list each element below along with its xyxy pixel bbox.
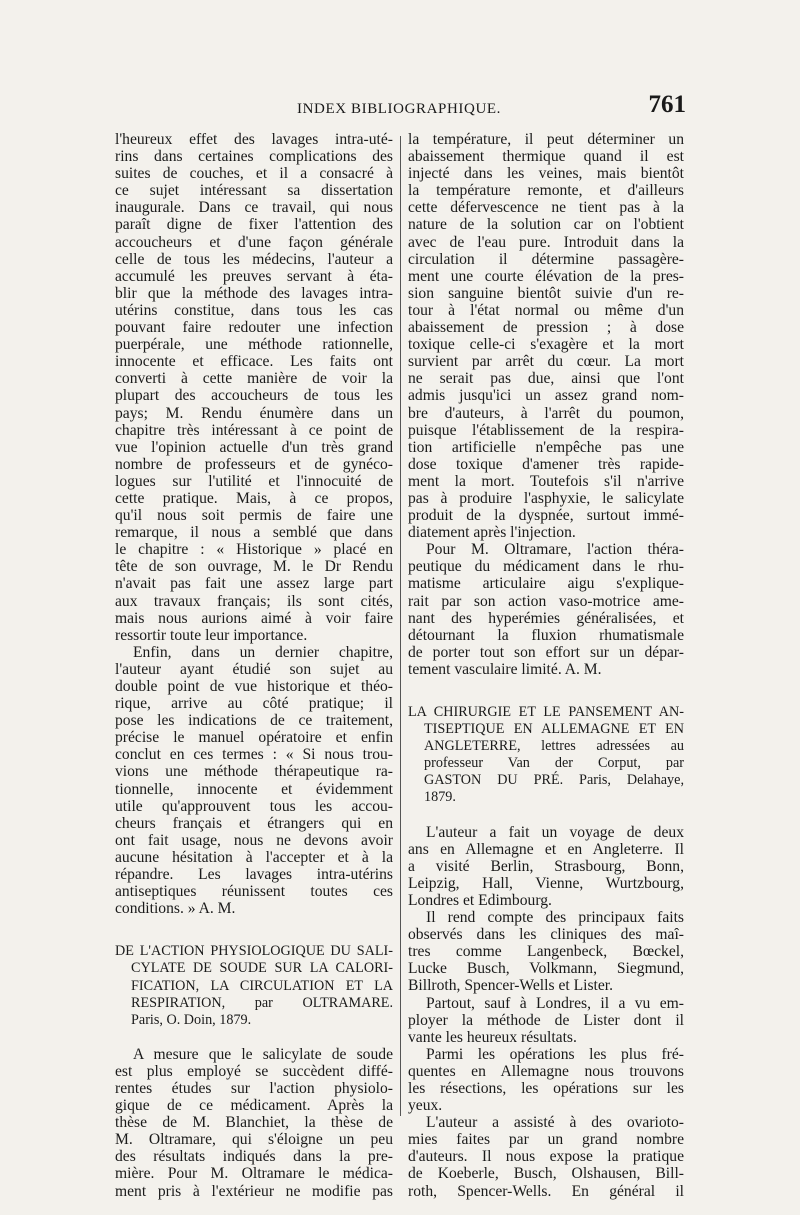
text-line: professeur Van der Corput, par <box>424 755 684 772</box>
column-divider <box>400 136 401 1116</box>
text-line: rentes études sur l'action physiolo- <box>115 1079 393 1097</box>
text-line: bre d'auteurs, à l'arrêt du poumon, <box>408 404 684 422</box>
text-line: tour à l'état normal ou même d'un <box>408 301 684 319</box>
text-line: CYLATE DE SOUDE SUR LA CALORI- <box>131 960 393 977</box>
text-line: Il rend compte des principaux faits <box>426 909 684 927</box>
text-line: FICATION, LA CIRCULATION ET LA <box>131 977 393 994</box>
text-line: n'avait pas fait une assez large part <box>115 575 393 593</box>
text-line: Paris, O. Doin, 1879. <box>131 1011 252 1028</box>
text-line: roth, Spencer-Wells. En général il <box>408 1182 684 1200</box>
text-line: circulation il détermine passagère- <box>408 250 684 268</box>
text-line: L'auteur a assisté à des ovarioto- <box>426 1114 684 1132</box>
text-line: celle de tous les médecins, l'auteur a <box>115 250 393 268</box>
text-line: remarque, il nous a semblé que dans <box>115 524 393 542</box>
text-line: observés dans les cliniques des maî- <box>408 926 684 944</box>
text-line: logues sur l'utilité et l'innocuité de <box>115 472 393 490</box>
text-line: aux travaux français; ils sont cités, <box>115 592 393 610</box>
text-line: suites de couches, et il a consacré à <box>115 165 393 183</box>
paragraph <box>408 541 684 678</box>
text-line: rins dans certaines complications des <box>115 148 393 166</box>
text-line: conclut en ces termes : « Si nous trou- <box>115 746 393 764</box>
text-line: RESPIRATION, par OLTRAMARE. <box>131 994 393 1011</box>
text-line: M. Oltramare, qui s'éloigne un peu <box>115 1131 393 1149</box>
running-header: INDEX BIBLIOGRAPHIQUE. <box>296 101 502 117</box>
bibliographic-entry-title <box>408 704 684 807</box>
text-line: abaissement thermique quand il est <box>408 148 684 166</box>
text-line: de porter tout son effort sur un dépar- <box>408 643 684 661</box>
text-line: inaugurale. Dans ce travail, qui nous <box>115 199 393 217</box>
text-line: ont fait usage, nous ne devons avoir <box>115 831 393 849</box>
text-line: LA CHIRURGIE ET LE PANSEMENT AN- <box>408 704 684 720</box>
text-line: aucune hésitation à l'accepter et à la <box>115 848 393 866</box>
text-line: ressortir toute leur importance. <box>115 626 308 644</box>
text-line: nature de la solution car on l'obtient <box>408 216 684 234</box>
text-line: injecté dans les veines, mais bientôt <box>408 165 684 183</box>
text-line: utérins constitue, dans tous les cas <box>115 301 393 319</box>
text-line: Pour M. Oltramare, l'action théra- <box>426 541 684 559</box>
paragraph <box>115 131 393 644</box>
text-line: qu'il nous soit permis de faire une <box>115 507 393 525</box>
text-line: vante les heureux résultats. <box>408 1028 577 1046</box>
text-line: tion artificielle n'empêche pas une <box>408 438 684 456</box>
text-line: les résections, les opérations sur les <box>408 1079 684 1097</box>
text-line: accumulé les preuves servant à éta- <box>115 267 393 285</box>
text-line: Partout, sauf à Londres, il a vu em- <box>426 994 684 1012</box>
text-line: la température remonte, et d'ailleurs <box>408 182 684 200</box>
text-line: blir que la méthode des lavages intra- <box>115 284 393 302</box>
text-line: tres comme Langenbeck, Bœckel, <box>408 943 684 961</box>
text-line: ment la mort. Toutefois s'il n'arrive <box>408 472 684 490</box>
spacer <box>408 678 684 704</box>
text-line: peutique du médicament dans le rhu- <box>408 558 684 576</box>
text-line: double point de vue historique et théo- <box>115 678 393 695</box>
text-line: sion sanguine bientôt suivie d'un re- <box>408 284 684 302</box>
text-line: pas à produire l'asphyxie, le salicylate <box>408 489 684 507</box>
text-line: produit de la dyspnée, surtout immé- <box>408 507 684 525</box>
text-line: Leipzig, Hall, Vienne, Wurtzbourg, <box>408 874 684 892</box>
text-line: Londres et Edimbourg. <box>408 891 552 909</box>
text-line: ment pris à l'extérieur ne modifie pas <box>115 1182 393 1200</box>
text-line: abaissement de pression ; à dose <box>408 319 684 337</box>
text-line: thèse de M. Blanchiet, la thèse de <box>115 1114 393 1132</box>
text-line: ce sujet intéressant sa dissertation <box>115 182 393 200</box>
text-line: la température, il peut déterminer un <box>408 131 684 148</box>
page-number: 761 <box>648 91 686 118</box>
text-line: est plus employé se succèdent diffé- <box>115 1062 393 1080</box>
text-line: antiseptiques réunissent toutes ces <box>115 883 393 901</box>
text-line: ne serait pas due, ainsi que l'ont <box>408 370 684 388</box>
text-line: rait par son action vaso-motrice ame- <box>408 592 684 610</box>
text-line: nombre de professeurs et de gynéco- <box>115 455 393 473</box>
text-line: DE L'ACTION PHYSIOLOGIQUE DU SALI- <box>115 943 393 960</box>
text-line: ans en Allemagne et en Angleterre. Il <box>408 840 684 858</box>
text-line: mies faites par un grand nombre <box>408 1131 684 1149</box>
bibliographic-entry-title <box>115 943 393 1028</box>
text-line: pays; M. Rendu énumère dans un <box>115 404 393 422</box>
paragraph <box>408 824 684 909</box>
text-line: conditions. » A. M. <box>115 900 236 918</box>
paragraph <box>408 1046 684 1114</box>
text-line: toxique celle-ci s'exagère et la mort <box>408 336 684 354</box>
spacer <box>115 917 393 943</box>
spacer <box>408 807 684 824</box>
text-line: pose les indications de ce traitement, <box>115 712 393 730</box>
text-line: d'auteurs. Il nous expose la pratique <box>408 1148 684 1166</box>
paragraph <box>115 1046 393 1200</box>
text-line: converti à cette manière de voir la <box>115 370 393 388</box>
left-column <box>115 131 393 1200</box>
text-line: Parmi les opérations les plus fré- <box>426 1045 684 1063</box>
text-line: l'heureux effet des lavages intra-uté- <box>115 131 393 148</box>
text-line: accoucheurs et d'une façon générale <box>115 233 393 251</box>
text-line: ment une courte élévation de la pres- <box>408 267 684 285</box>
text-line: tement vasculaire limité. A. M. <box>408 660 602 678</box>
text-line: paraît digne de fixer l'attention des <box>115 216 393 234</box>
text-line: utile qu'approuvent tous les accou- <box>115 797 393 815</box>
text-line: L'auteur a fait un voyage de deux <box>426 823 684 841</box>
text-line: cheurs français et étrangers qui en <box>115 814 393 832</box>
text-line: détournant la fluxion rhumatismale <box>408 626 684 644</box>
text-line: vions une méthode thérapeutique ra- <box>115 763 393 781</box>
text-line: innocente et efficace. Les faits ont <box>115 353 393 371</box>
text-line: GASTON DU PRÉ. Paris, Delahaye, <box>424 772 684 789</box>
text-line: vue l'opinion actuelle d'un très grand <box>115 438 393 456</box>
text-line: matisme articulaire aigu s'explique- <box>408 575 684 593</box>
text-line: ployer la méthode de Lister dont il <box>408 1011 684 1029</box>
text-line: survient par arrêt du cœur. La mort <box>408 353 684 371</box>
paragraph <box>408 131 684 541</box>
text-line: dose toxique d'amener très rapide- <box>408 455 684 473</box>
text-line: gique de ce médicament. Après la <box>115 1097 393 1115</box>
text-line: TISEPTIQUE EN ALLEMAGNE ET EN <box>424 721 684 738</box>
text-line: cette pratique. Mais, à ce propos, <box>115 489 393 507</box>
text-line: chapitre très intéressant à ce point de <box>115 421 393 439</box>
text-line: tête de son ouvrage, M. le Dr Rendu <box>115 558 393 576</box>
text-line: mière. Pour M. Oltramare le médica- <box>115 1165 393 1183</box>
text-line: diatement après l'injection. <box>408 524 576 542</box>
text-line: pouvant faire redouter une infection <box>115 319 393 337</box>
paragraph <box>408 1114 684 1199</box>
text-line: cette défervescence ne tient pas à la <box>408 199 684 217</box>
text-line: Enfin, dans un dernier chapitre, <box>133 643 393 661</box>
text-line: l'auteur ayant étudié son sujet au <box>115 660 393 678</box>
spacer <box>115 1029 393 1046</box>
right-column <box>408 131 684 1200</box>
text-line: précise le manuel opératoire et enfin <box>115 729 393 747</box>
text-line: nant des hyperémies généralisées, et <box>408 609 684 627</box>
text-line: avec de l'eau pure. Introduit dans la <box>408 233 684 251</box>
text-line: mais nous aurions aimé à voir faire <box>115 609 393 627</box>
text-line: ANGLETERRE, lettres adressées au <box>424 738 684 755</box>
text-line: puisque l'établissement de la respira- <box>408 421 684 439</box>
text-line: Lucke Busch, Volkmann, Siegmund, <box>408 960 684 978</box>
text-line: yeux. <box>408 1097 443 1115</box>
text-line: quentes en Allemagne nous trouvons <box>408 1062 684 1080</box>
text-line: A mesure que le salicylate de soude <box>133 1045 393 1063</box>
text-line: de Koeberle, Busch, Olshausen, Bill- <box>408 1165 684 1183</box>
text-line: admis jusqu'ici un assez grand nom- <box>408 387 684 405</box>
text-line: répandre. Les lavages intra-utérins <box>115 866 393 884</box>
text-line: plupart des accoucheurs de tous les <box>115 387 393 405</box>
paragraph <box>408 909 684 994</box>
text-line: des résultats indiqués dans la pre- <box>115 1148 393 1166</box>
text-line: Billroth, Spencer-Wells et Lister. <box>408 977 614 995</box>
text-line: a visité Berlin, Strasbourg, Bonn, <box>408 857 684 875</box>
paragraph <box>115 644 393 918</box>
text-line: puerpérale, une méthode rationnelle, <box>115 336 393 354</box>
text-line: le chapitre : « Historique » placé en <box>115 541 393 559</box>
paragraph <box>408 995 684 1046</box>
text-line: 1879. <box>424 789 456 806</box>
text-line: tionnelle, innocente et évidemment <box>115 780 393 798</box>
text-line: rique, arrive au côté pratique; il <box>115 695 393 713</box>
